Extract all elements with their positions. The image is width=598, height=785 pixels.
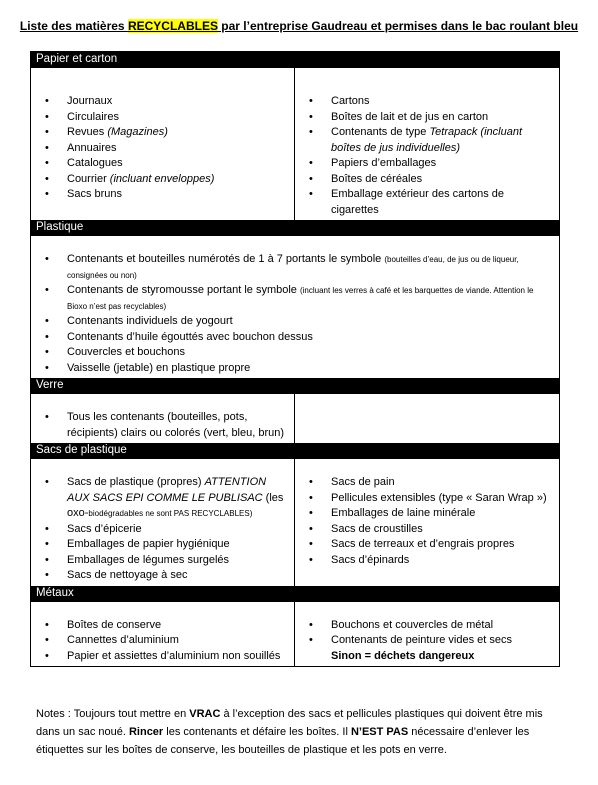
list-item: • Vaisselle (jetable) en plastique propre xyxy=(37,361,553,377)
list-item: • Emballage extérieur des cartons de cigarettes xyxy=(301,187,553,218)
item-text: Contenants et bouteilles numérotés de 1 à 7 portants le symbole xyxy=(67,253,385,265)
notes-text: nécessaire d’enlever les étiquettes sur les boîtes de conserve, les bouteilles de plastique et les pots en verre. xyxy=(36,726,530,756)
list-item: • Contenants individuels de yogourt xyxy=(37,314,553,330)
section-header-plastique: Plastique xyxy=(31,220,559,235)
list-item: • Boîtes de céréales xyxy=(301,172,553,188)
list-item: • Couvercles et bouchons xyxy=(37,345,553,361)
item-text: Sacs de plastique (propres) xyxy=(67,476,205,488)
section-papier xyxy=(31,67,559,220)
list-item: • Circulaires xyxy=(37,110,288,126)
section-metaux xyxy=(31,601,559,667)
section-verre xyxy=(31,393,559,443)
item-italic: Tetrapack (incluant boîtes de jus individuelles) xyxy=(331,126,523,154)
page-title xyxy=(0,19,598,33)
list-item: • Sacs d’épicerie xyxy=(37,522,288,538)
verre-right-column xyxy=(295,394,559,443)
section-header-sacs: Sacs de plastique xyxy=(31,443,559,458)
list-item: • Annuaires xyxy=(37,141,288,157)
list-item: • Sacs de croustilles xyxy=(301,522,553,538)
section-sacs xyxy=(31,458,559,586)
list-item xyxy=(37,125,288,141)
plastique-column xyxy=(31,236,559,378)
title-highlight: RECYCLABLES xyxy=(127,19,218,33)
list-item: • Sacs de nettoyage à sec xyxy=(37,568,288,584)
section-plastique xyxy=(31,235,559,378)
recycling-table xyxy=(30,51,560,667)
metaux-right-column xyxy=(295,602,559,667)
list-item: • Cartons xyxy=(301,94,553,110)
list-item: • Tous les contenants (bouteilles, pots, récipients) clairs ou colorés (vert, bleu, brun) xyxy=(37,410,288,441)
notes-text: les contenants et défaire les boîtes. Il xyxy=(163,726,351,738)
sacs-right-column xyxy=(295,459,559,586)
list-item: • Emballages de papier hygiénique xyxy=(37,537,288,553)
list-item: • Sacs de terreaux et d’engrais propres xyxy=(301,537,553,553)
list-item: • Bouchons et couvercles de métal xyxy=(301,618,553,634)
list-item: • Sacs d’épinards xyxy=(301,553,553,569)
item-note: biodégradables ne sont PAS RECYCLABLES) xyxy=(88,509,253,518)
list-item xyxy=(37,172,288,188)
notes-text: Notes : Toujours tout mettre en xyxy=(36,708,190,720)
item-note: (incluant les verres à café et les barquettes de viande. Attention le Bioxo n’est pas recyclables) xyxy=(67,286,534,311)
item-italic: (Magazines) xyxy=(107,126,168,138)
notes-bold: Rincer xyxy=(128,726,164,738)
title-text-start: Liste des matières xyxy=(19,19,128,33)
list-item: • Emballages de laine minérale xyxy=(301,506,553,522)
item-text: (les oxo- xyxy=(67,491,284,519)
list-item: • Papiers d’emballages xyxy=(301,156,553,172)
section-header-verre: Verre xyxy=(31,378,559,393)
list-item: • Sacs bruns xyxy=(37,187,288,203)
sacs-left-column xyxy=(31,459,295,586)
list-item: • Pellicules extensibles (type « Saran Wrap ») xyxy=(301,491,553,507)
list-item: • Boîtes de conserve xyxy=(37,618,288,634)
list-item: • Boîtes de lait et de jus en carton xyxy=(301,110,553,126)
item-italic: ATTENTION AUX SACS EPI COMME LE PUBLISAC xyxy=(67,476,267,504)
section-header-metaux: Métaux xyxy=(31,586,559,601)
item-text: Courrier xyxy=(67,172,110,185)
item-text: Contenants de styromousse portant le symbole xyxy=(67,284,300,296)
verre-left-column xyxy=(31,394,295,443)
list-item: • Cannettes d’aluminium xyxy=(37,633,288,649)
list-item xyxy=(37,252,553,283)
item-note: (bouteilles d’eau, de jus ou de liqueur, consignées ou non) xyxy=(67,255,519,280)
hazard-note: Sinon = déchets dangereux xyxy=(331,649,475,662)
item-italic: (incluant enveloppes) xyxy=(109,172,215,185)
papier-right-column xyxy=(295,68,559,220)
list-item: • Sacs de pain xyxy=(301,475,553,491)
notes-text: à l’exception des sacs et pellicules plastiques qui doivent être mis dans un sac noué. xyxy=(36,708,543,738)
item-text: Revues xyxy=(67,126,108,138)
metaux-left-column xyxy=(31,602,295,667)
list-item: • Journaux xyxy=(37,94,288,110)
list-item: • Emballages de légumes surgelés xyxy=(37,553,288,569)
notes-bold: N’EST PAS xyxy=(350,726,409,738)
notes-bold: VRAC xyxy=(189,708,221,720)
title-text-end: par l’entreprise Gaudreau et permises dans le bac roulant bleu xyxy=(217,19,579,33)
list-item: • Contenants d’huile égouttés avec bouchon dessus xyxy=(37,330,553,346)
list-item xyxy=(301,125,553,156)
list-item: • Papier et assiettes d’aluminium non souillés xyxy=(37,649,288,665)
list-item: • Catalogues xyxy=(37,156,288,172)
list-item xyxy=(37,283,553,314)
papier-left-column xyxy=(31,68,295,220)
list-item xyxy=(37,475,288,522)
section-header-papier: Papier et carton xyxy=(31,52,559,67)
list-item: • Contenants de peinture vides et secs xyxy=(301,633,553,649)
item-text: Contenants de type xyxy=(331,126,430,138)
notes-paragraph xyxy=(36,705,566,759)
